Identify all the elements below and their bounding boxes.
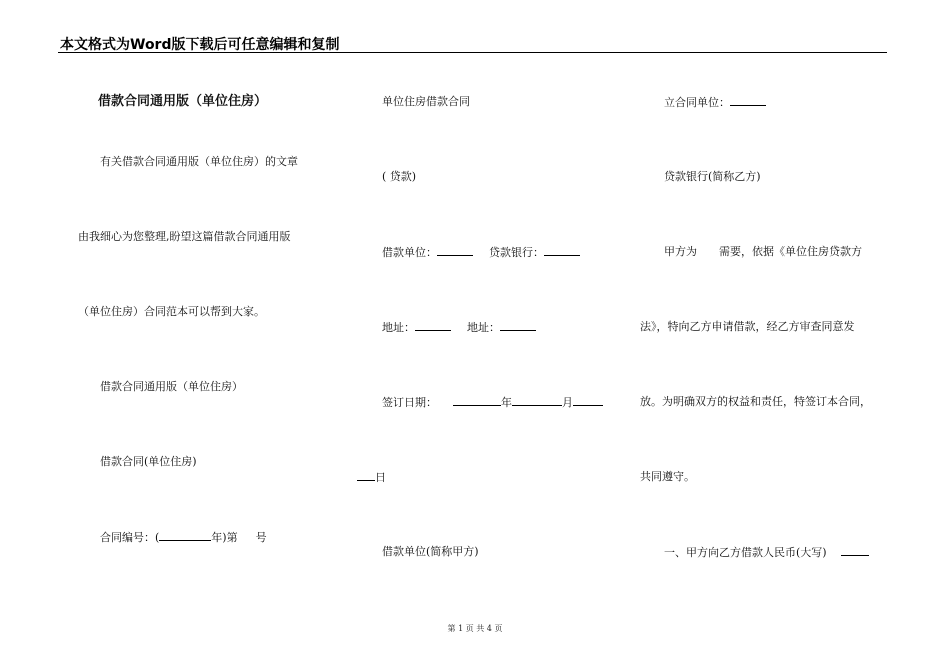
contracting-unit-blank <box>730 95 766 106</box>
subtitle-1: 借款合同通用版（单位住房） <box>100 380 243 393</box>
signing-date-line <box>382 395 603 409</box>
address-line <box>382 320 536 334</box>
contract-number-line <box>100 530 267 544</box>
contract-number-label: 合同编号：( <box>100 531 160 544</box>
body-line-2: 法》，特向乙方申请借款，经乙方审查同意发 <box>640 320 855 333</box>
amount-blank <box>841 545 869 556</box>
contracting-unit-label: 立合同单位： <box>664 96 730 109</box>
signing-day-line <box>357 470 386 484</box>
intro-line-3: （单位住房）合同范本可以帮到大家。 <box>78 305 265 318</box>
body-line-3: 放。为明确双方的权益和责任，特签订本合同， <box>640 395 871 408</box>
article-one-line <box>664 545 869 559</box>
loan-type: ( 贷款) <box>382 170 417 183</box>
contracting-unit-line <box>664 95 766 109</box>
intro-line-1: 有关借款合同通用版（单位住房）的文章 <box>100 155 298 168</box>
document-title: 借款合同通用版（单位住房） <box>98 94 268 109</box>
borrower-blank <box>437 245 473 256</box>
signing-year-label: 年 <box>501 396 512 409</box>
party-b-label: 贷款银行(简称乙方) <box>664 170 761 183</box>
col2-heading: 单位住房借款合同 <box>382 95 470 108</box>
year-blank <box>159 530 211 541</box>
bank-label: 贷款银行： <box>489 246 544 259</box>
address-blank-1 <box>415 320 451 331</box>
document-header-banner: 本文格式为Word版下载后可任意编辑和复制 <box>60 37 340 53</box>
body-line-1: 甲方为 需要，依据《单位住房贷款方 <box>664 245 862 258</box>
borrower-bank-line <box>382 245 580 259</box>
signing-month-blank <box>512 395 562 406</box>
borrower-label: 借款单位： <box>382 246 437 259</box>
page-number: 第 1 页 共 4 页 <box>447 624 503 633</box>
address-label-2: 地址： <box>467 321 500 334</box>
signing-year-blank <box>453 395 501 406</box>
body-line-4: 共同遵守。 <box>640 470 695 483</box>
signing-date-label: 签订日期： <box>382 396 437 409</box>
signing-month-label: 月 <box>562 396 573 409</box>
contract-number-mid: 年)第 <box>211 531 238 544</box>
party-a-label: 借款单位(简称甲方) <box>382 545 479 558</box>
intro-line-2: 由我细心为您整理,盼望这篇借款合同通用版 <box>78 230 291 243</box>
signing-day-blank <box>573 395 603 406</box>
day-label: 日 <box>375 471 386 484</box>
bank-blank <box>544 245 580 256</box>
address-blank-2 <box>500 320 536 331</box>
contract-number-suffix: 号 <box>255 531 267 544</box>
day-blank <box>357 470 375 481</box>
article-one-text: 一、甲方向乙方借款人民币(大写) <box>664 546 827 559</box>
header-rule <box>58 52 887 53</box>
address-label-1: 地址： <box>382 321 415 334</box>
subtitle-2: 借款合同(单位住房) <box>100 455 197 468</box>
